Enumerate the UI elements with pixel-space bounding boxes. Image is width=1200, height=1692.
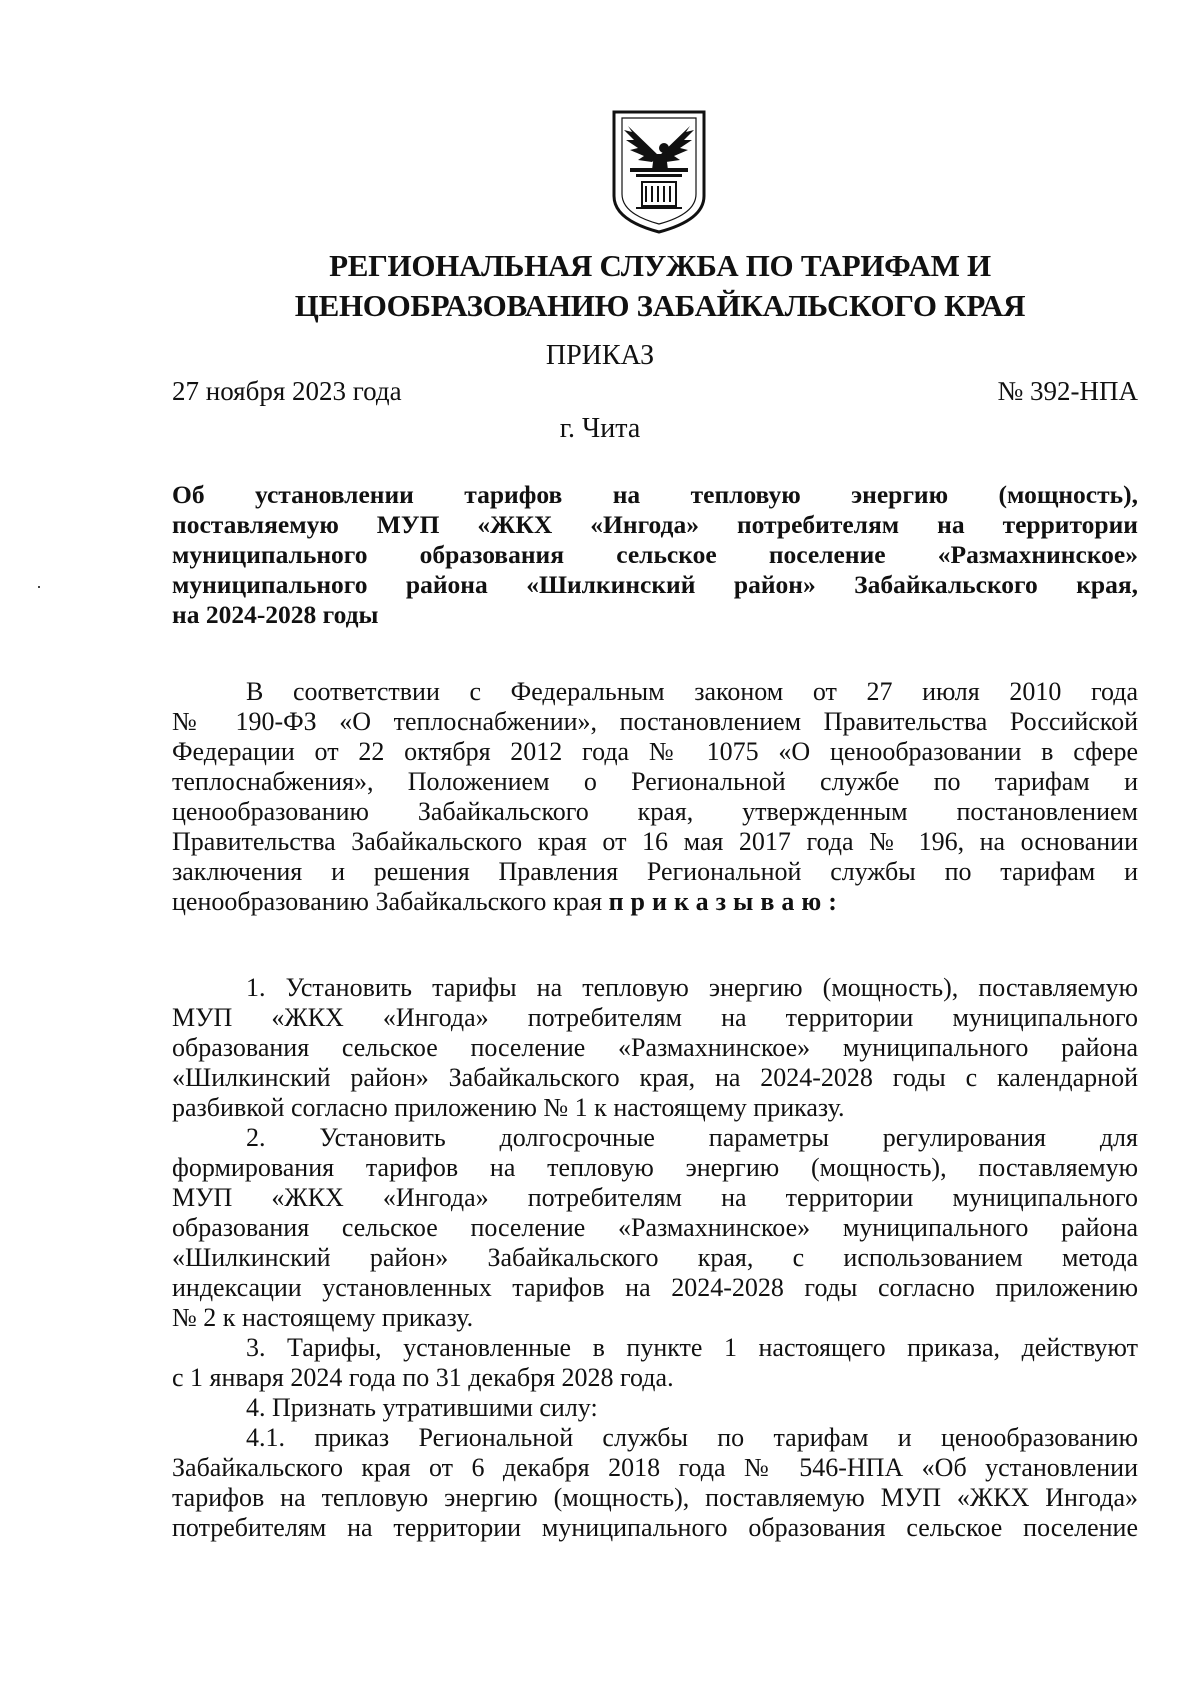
preamble-line <box>172 887 1138 917</box>
preamble-line: ценообразованию Забайкальского края, утвержденным постановлением <box>172 797 1138 826</box>
order-items <box>172 973 1138 1543</box>
subject-line: муниципального образования сельское поселение «Размахнинское» <box>172 540 1138 569</box>
agency-name-line2: ЦЕНООБРАЗОВАНИЮ ЗАБАЙКАЛЬСКОГО КРАЯ <box>294 288 1026 323</box>
item-line: с 1 января 2024 года по 31 декабря 2028 года. <box>172 1363 674 1392</box>
document-subject <box>172 480 1138 630</box>
item-line: «Шилкинский район» Забайкальского края, с использованием метода <box>172 1243 1138 1272</box>
item-line: тарифов на тепловую энергию (мощность), поставляемую МУП «ЖКХ Ингода» <box>172 1483 1138 1512</box>
item-line: 2. Установить долгосрочные параметры регулирования для <box>246 1123 1138 1152</box>
item-line: индексации установленных тарифов на 2024-2028 годы согласно приложению <box>172 1273 1138 1302</box>
item-line: 1. Установить тарифы на тепловую энергию (мощность), поставляемую <box>246 973 1138 1002</box>
item-line: образования сельское поселение «Размахнинское» муниципального района <box>172 1213 1138 1242</box>
subject-line: Об установлении тарифов на тепловую энергию (мощность), <box>172 480 1138 509</box>
item-line: Забайкальского края от 6 декабря 2018 года № 546-НПА «Об установлении <box>172 1453 1138 1482</box>
item-line: образования сельское поселение «Размахнинское» муниципального района <box>172 1033 1138 1062</box>
preamble-line: Правительства Забайкальского края от 16 мая 2017 года № 196, на основании <box>172 827 1138 856</box>
order-word: приказываю: <box>608 887 844 916</box>
subject-line: на 2024-2028 годы <box>172 600 379 629</box>
item-line: 4.1. приказ Региональной службы по тарифам и ценообразованию <box>246 1423 1138 1452</box>
item-line: МУП «ЖКХ «Ингода» потребителям на территории муниципального <box>172 1183 1138 1212</box>
document-date: 27 ноября 2023 года <box>172 376 402 406</box>
subject-line: поставляемую МУП «ЖКХ «Ингода» потребителям на территории <box>172 510 1138 539</box>
agency-name <box>170 246 1150 326</box>
preamble-line: заключения и решения Правления Региональной службы по тарифам и <box>172 857 1138 886</box>
preamble-line: теплоснабжения», Положением о Региональной службе по тарифам и <box>172 767 1138 796</box>
item-line: «Шилкинский район» Забайкальского края, на 2024-2028 годы с календарной <box>172 1063 1138 1092</box>
preamble-last-text: ценообразованию Забайкальского края <box>172 887 603 916</box>
item-line: № 2 к настоящему приказу. <box>172 1303 474 1332</box>
item-line: 4. Признать утратившими силу: <box>246 1393 598 1422</box>
preamble-line: № 190-ФЗ «О теплоснабжении», постановлением Правительства Российской <box>172 707 1138 736</box>
document-city: г. Чита <box>559 413 641 444</box>
item-line: формирования тарифов на тепловую энергию (мощность), поставляемую <box>172 1153 1138 1182</box>
preamble-line: Федерации от 22 октября 2012 года № 1075 «О ценообразовании в сфере <box>172 737 1138 766</box>
item-line: разбивкой согласно приложению № 1 к настоящему приказу. <box>172 1093 845 1122</box>
preamble-paragraph <box>172 677 1138 917</box>
coat-of-arms-emblem <box>608 108 710 236</box>
item-line: 3. Тарифы, установленные в пункте 1 настоящего приказа, действуют <box>246 1333 1138 1362</box>
preamble-line: В соответствии с Федеральным законом от 27 июля 2010 года <box>246 677 1138 706</box>
item-line: МУП «ЖКХ «Ингода» потребителям на территории муниципального <box>172 1003 1138 1032</box>
agency-name-line1: РЕГИОНАЛЬНАЯ СЛУЖБА ПО ТАРИФАМ И <box>329 248 991 283</box>
document-number: № 392-НПА <box>997 376 1138 406</box>
scan-speck <box>38 586 40 588</box>
item-line: потребителям на территории муниципального образования сельское поселение <box>172 1513 1138 1542</box>
document-type: ПРИКАЗ <box>545 340 655 371</box>
subject-line: муниципального района «Шилкинский район» Забайкальского края, <box>172 570 1138 599</box>
